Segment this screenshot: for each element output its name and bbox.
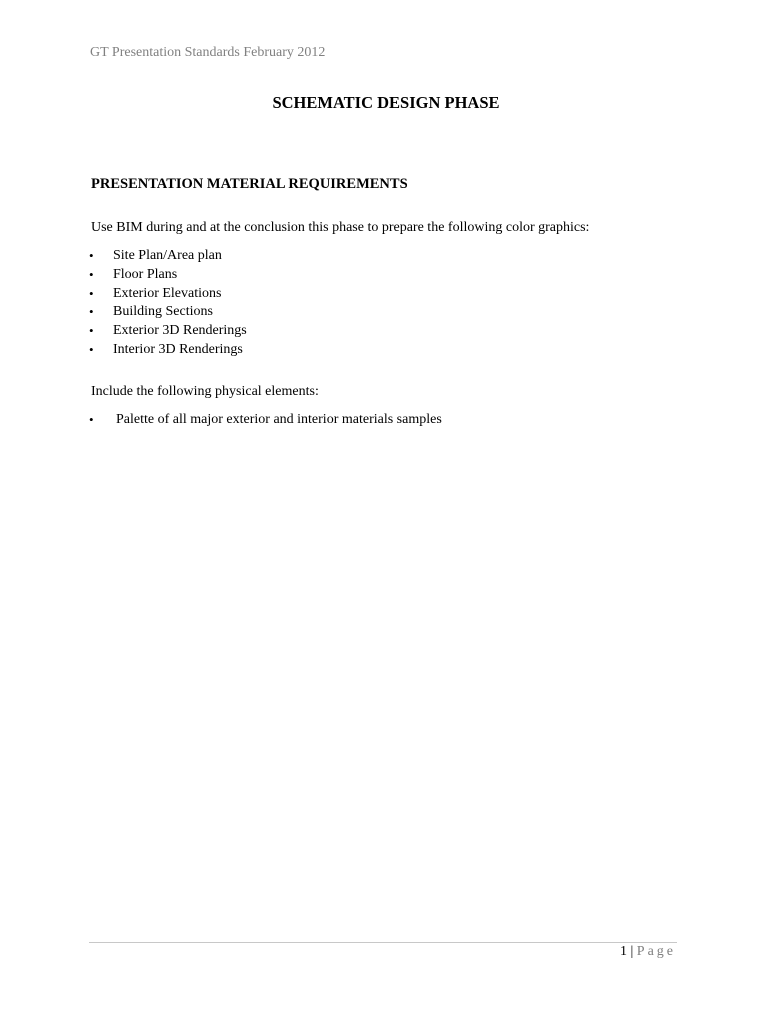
- bullet-icon: •: [89, 285, 94, 301]
- physical-intro-paragraph: Include the following physical elements:: [91, 384, 319, 399]
- bullet-icon: •: [89, 248, 94, 263]
- list-item-text: Building Sections: [113, 304, 213, 320]
- list-item-text: Site Plan/Area plan: [113, 248, 222, 263]
- list-item-text: Interior 3D Renderings: [113, 341, 243, 357]
- bullet-icon: •: [89, 341, 94, 357]
- bullet-icon: •: [89, 323, 94, 339]
- page-title: SCHEMATIC DESIGN PHASE: [272, 93, 500, 112]
- bullet-icon: •: [89, 304, 94, 320]
- bullet-icon: •: [89, 266, 94, 282]
- list-item-text: Palette of all major exterior and interior materials samples: [116, 412, 442, 427]
- list-item-text: Floor Plans: [113, 266, 178, 282]
- list-item-text: Exterior Elevations: [113, 285, 222, 301]
- list-item-text: Exterior 3D Renderings: [113, 323, 247, 339]
- graphics-intro-paragraph: Use BIM during and at the conclusion this phase to prepare the following color graphics:: [91, 220, 590, 235]
- page-word: Page: [636, 944, 676, 959]
- page-separator: |: [630, 944, 634, 959]
- section-heading: PRESENTATION MATERIAL REQUIREMENTS: [91, 176, 408, 192]
- bullet-icon: •: [89, 412, 94, 427]
- running-header: GT Presentation Standards February 2012: [90, 45, 326, 60]
- page-number-footer: [620, 944, 676, 960]
- page-number: 1: [619, 944, 627, 959]
- footer-divider: [89, 942, 677, 943]
